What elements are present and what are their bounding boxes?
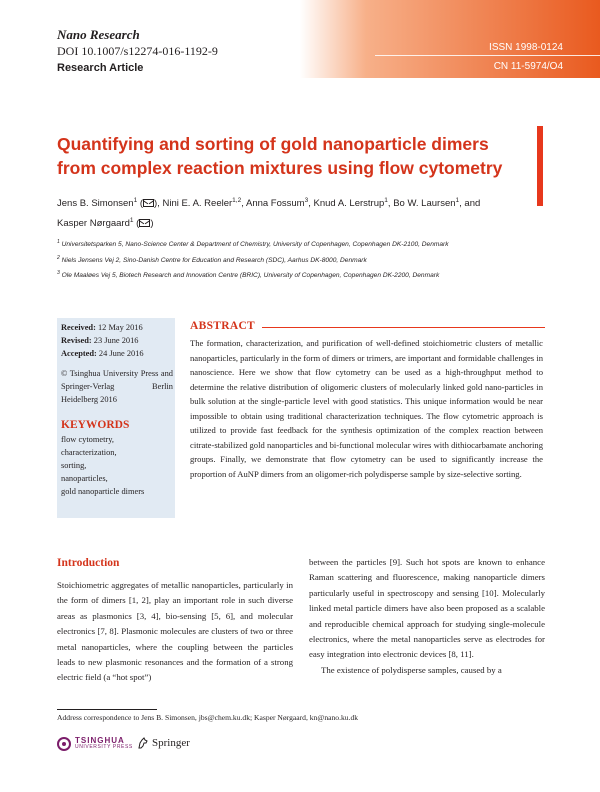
accepted-label: Accepted: xyxy=(61,348,97,358)
accepted-date xyxy=(61,348,173,361)
revised-value: 23 June 2016 xyxy=(93,335,139,345)
author-name[interactable]: Knud A. Lerstrup xyxy=(313,198,385,210)
author-affil-sup: 1,2 xyxy=(232,197,242,204)
abstract-text: The formation, characterization, and purification of well-defined stoichiometric clusters of metallic nanoparticles, particularly in the form of dimers or trimers, are important and formidable challenges in nanoscience. Here we show that flow cytometry can be used as a high-throughput method to determine the relative distribution of oligomeric clusters of molecularly linked gold nano-particles in bulk solution at the single-particle level with good statistics. This unique information would be near impossible to obtain using traditional characterization techniques. The flow cytometric approach is utilized to provide fast feedback for the synthesis optimization of the complex reaction between citrate-stabilized gold nanoparticles and bi-functional molecular wires with dithiocarbamate anchoring groups. Finally, we demonstrate that flow cytometry can be used to significantly increase the proportion of AuNP dimers from an oligomer-rich polydisperse sample by size-selective sorting. xyxy=(190,338,543,479)
journal-name: Nano Research xyxy=(57,27,140,42)
tsinghua-sub: UNIVERSITY PRESS xyxy=(75,744,133,750)
intro-paragraph-next: The existence of polydisperse samples, caused by a xyxy=(321,664,502,675)
revised-date xyxy=(61,335,173,348)
affiliation-item xyxy=(57,236,547,252)
intro-left-column: Stoichiometric aggregates of metallic nanoparticles, particularly in the form of dimers [1, 2], play an important role in such diverse areas as plasmonics [3, 4], bio-sensing [5, 6], and molecular electronics [7, 8]. Plasmonic molecules are clusters of two or three metal nanoparticles, where the coupling between the particles leads to new plasmonic resonances and the formation of a strong electric field (a “hot spot”) xyxy=(57,580,293,683)
intro-right-column xyxy=(309,555,545,678)
issn: ISSN 1998-0124 xyxy=(489,42,563,53)
doi[interactable]: DOI 10.1007/s12274-016-1192-9 xyxy=(57,44,218,58)
introduction-heading: Introduction xyxy=(57,557,120,569)
received-date xyxy=(61,322,173,335)
affiliation-text: Universitetsparken 5, Nano-Science Center & Department of Chemistry, University of Copenhagen, Copenhagen DK-2100, Denmark xyxy=(61,241,449,249)
title-accent-bar xyxy=(537,126,543,206)
journal-header xyxy=(57,26,218,77)
springer-logo xyxy=(137,737,190,749)
footnote-rule xyxy=(57,709,157,710)
springer-horse-icon xyxy=(137,737,149,749)
received-value: 12 May 2016 xyxy=(97,323,143,332)
keywords-heading: KEYWORDS xyxy=(61,418,130,431)
copyright-notice: © Tsinghua University Press and Springer-Verlag Berlin Heidelberg 2016 xyxy=(61,369,173,404)
affiliation-sup: 1 xyxy=(57,239,60,245)
correspondence-footnote: Address correspondence to Jens B. Simonsen, jbs@chem.ku.dk; Kasper Nørgaard, kn@nano.ku.dk xyxy=(57,713,359,722)
author-name[interactable]: Kasper Nørgaard xyxy=(57,218,130,230)
author-list: Jens B. Simonsen$^1$ ( ), Nini E. A. Reeler$^{1,2}$, Anna Fossum$^3$, Knud A. Lerstrup$^1$, Bo W. Laursen$^1$, and Kasper Nørgaard$^1$ ( ) xyxy=(57,197,481,230)
affiliation-item xyxy=(57,252,547,268)
tsinghua-name: TSINGHUA xyxy=(75,736,125,745)
revised-label: Revised: xyxy=(61,335,92,345)
banner-divider xyxy=(375,55,600,56)
affiliation-sup: 2 xyxy=(57,254,60,261)
springer-name: Springer xyxy=(152,737,190,749)
received-label: Received: xyxy=(61,323,96,332)
abstract-rule xyxy=(262,327,545,328)
affiliation-text: Ole Maaløes Vej 5, Biotech Research and Innovation Centre (BRIC), University of Copenhagen, Copenhagen DK-2200, Denmark xyxy=(61,272,440,280)
header-banner xyxy=(300,0,600,78)
title-line: from complex reaction mixtures using flow cytometry xyxy=(57,158,503,178)
affiliations xyxy=(57,236,547,283)
author-affil-sup: 1 xyxy=(455,197,460,204)
tsinghua-seal-icon xyxy=(57,737,71,751)
keyword-item: sorting, xyxy=(61,460,87,470)
keyword-item: characterization, xyxy=(61,447,117,457)
mail-icon[interactable] xyxy=(143,199,154,207)
tsinghua-logo xyxy=(57,737,133,751)
article-info xyxy=(61,322,173,498)
author-affil-sup: 1 xyxy=(384,197,388,204)
keyword-item: nanoparticles, xyxy=(61,473,108,483)
affiliation-text: Niels Jensens Vej 2, Sino-Danish Centre for Education and Research (SDC), Aarhus DK-8000, Denmark xyxy=(61,256,367,264)
abstract-heading: ABSTRACT xyxy=(190,320,256,332)
author-name[interactable]: Bo W. Laursen xyxy=(393,198,456,210)
intro-paragraph: between the particles [9]. Such hot spots are known to enhance Raman scattering and fluorescence, making nanoparticle dimers particularly useful in spectroscopy and sensing [10]. Molecularly linked metal particle dimers have also been proposed as a scalable and reproducible chemical approach for studying single-molecule electronics, where the metal nanoparticles serve as electrodes for easy integration into electronic devices [8, 11]. xyxy=(309,557,545,660)
keyword-item: flow cytometry, xyxy=(61,434,114,444)
author-name[interactable]: Anna Fossum xyxy=(245,198,305,210)
cn-number: CN 11-5974/O4 xyxy=(493,61,563,72)
keywords-list xyxy=(61,433,173,498)
author-affil-sup: 1 xyxy=(129,217,134,225)
title-line: Quantifying and sorting of gold nanoparticle dimers xyxy=(57,134,489,154)
author-name[interactable]: Nini E. A. Reeler xyxy=(162,198,233,210)
accepted-value: 24 June 2016 xyxy=(98,348,144,358)
author-name[interactable]: Jens B. Simonsen xyxy=(57,198,134,210)
article-title xyxy=(57,132,527,180)
affiliation-item xyxy=(57,267,547,283)
affiliation-sup: 3 xyxy=(57,270,60,277)
mail-icon[interactable] xyxy=(139,219,150,227)
author-affil-sup: 3 xyxy=(304,197,309,204)
keyword-item: gold nanoparticle dimers xyxy=(61,486,145,496)
article-type: Research Article xyxy=(57,62,144,74)
author-affil-sup: 1 xyxy=(133,197,138,204)
